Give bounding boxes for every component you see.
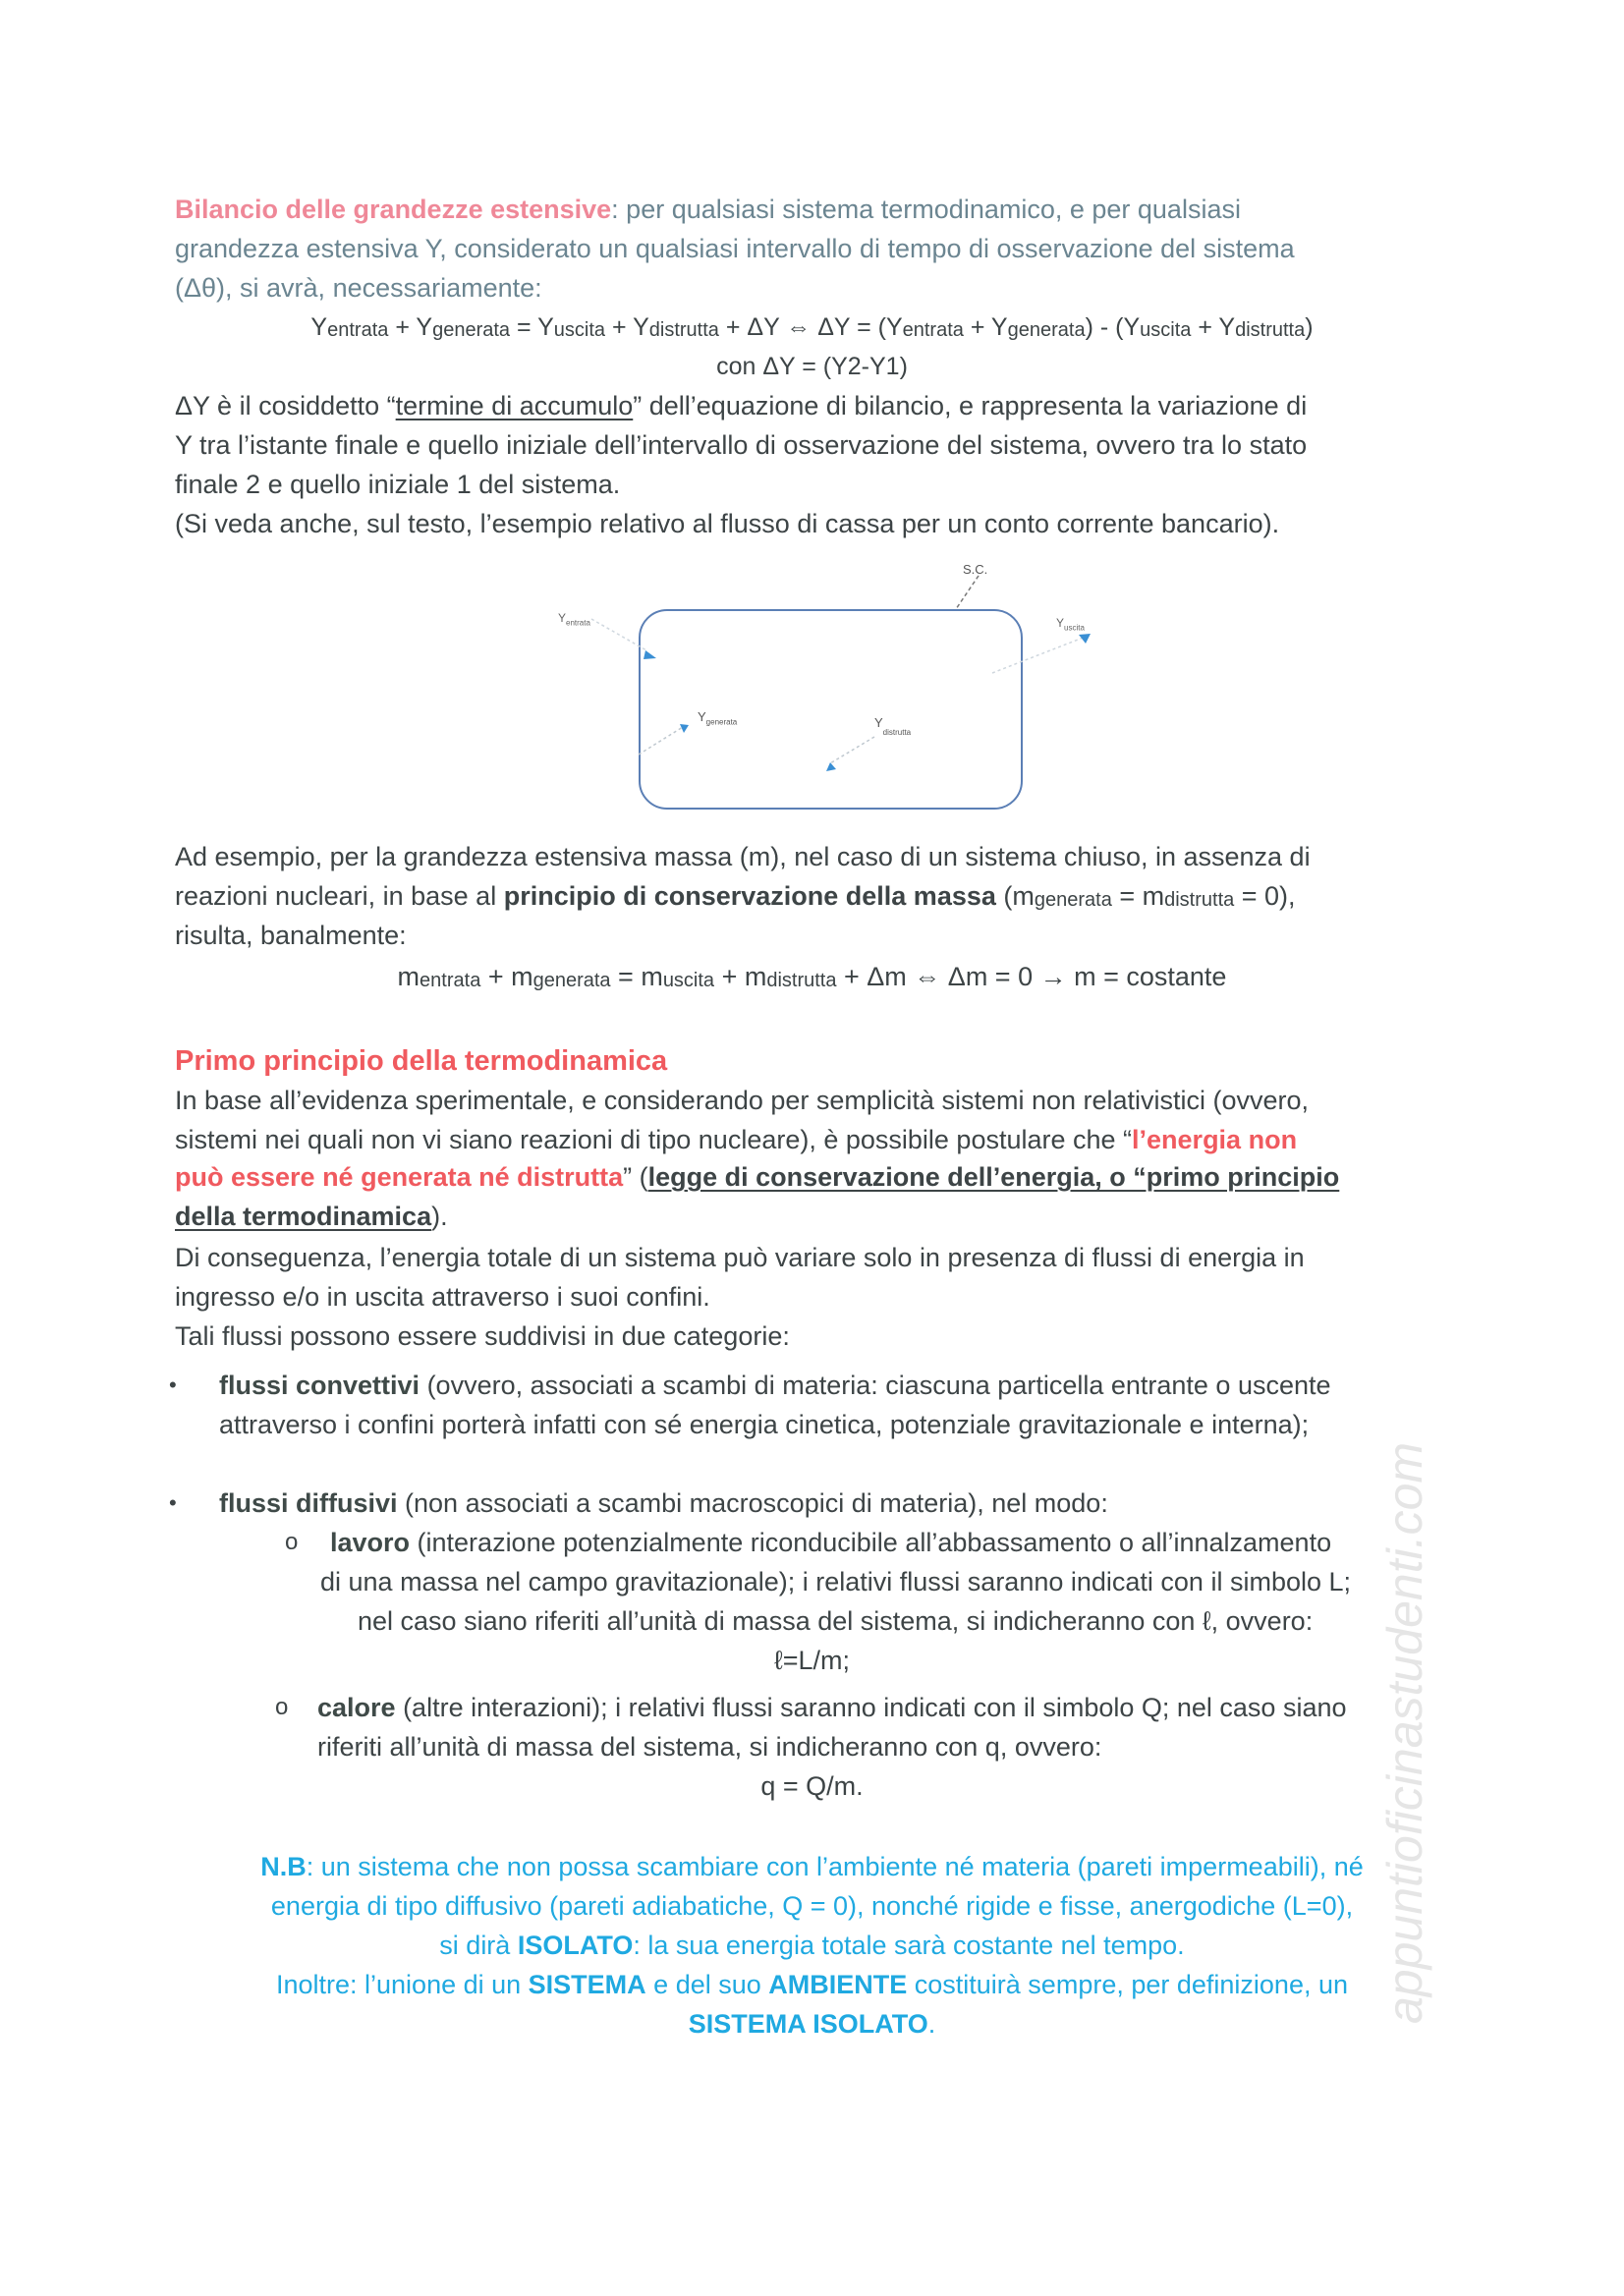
finale-line: finale 2 e quello iniziale 1 del sistema. bbox=[175, 470, 621, 499]
bullet-icon: • bbox=[169, 1490, 177, 1515]
calore-line2: riferiti all’unità di massa del sistema, si indicheranno con q, ovvero: bbox=[317, 1732, 1102, 1762]
section1-intro-line3: (Δθ), si avrà, necessariamente: bbox=[175, 273, 542, 303]
section1-intro-line2: grandezza estensiva Y, considerato un qualsiasi intervallo di tempo di osservazione del sistema bbox=[175, 234, 1295, 263]
si-veda-line: (Si veda anche, sul testo, l’esempio relativo al flusso di cassa per un conto corrente bancario). bbox=[175, 509, 1280, 538]
arrow-entrata-icon bbox=[644, 650, 656, 659]
section1-title: Bilancio delle grandezze estensive bbox=[175, 195, 612, 224]
mass-line2: reazioni nucleari, in base al principio di conservazione della massa $(m_{generata} = m_{distrutta} = 0)$, bbox=[175, 881, 1296, 911]
balance-equation: $Y_{entrata} + Y_{generata} = Y_{uscita} + Y_{distrutta} + \Delta Y$ ⇔ $\Delta Y = (Y_{entrata} + Y_{generata}) - (Y_{uscita} + Y_{distrutta})$ bbox=[310, 313, 1314, 341]
mass-line1: Ad esempio, per la grandezza estensiva massa (m), nel caso di un sistema chiuso, in assenza di bbox=[175, 842, 1311, 871]
note-line3: si dirà ISOLATO: la sua energia totale sarà costante nel tempo. bbox=[439, 1931, 1185, 1960]
sub-bullet-icon: o bbox=[285, 1529, 299, 1555]
delta-y-definition: con ΔY = (Y2-Y1) bbox=[716, 353, 908, 380]
bullet-convettivi-line1: flussi convettivi (ovvero, associati a scambi di materia: ciascuna particella entrante o uscente bbox=[219, 1371, 1331, 1400]
arrow-distrutta-icon bbox=[826, 762, 836, 771]
mass-equation: $m_{entrata} + m_{generata} = m_{uscita} + m_{distrutta} + \Delta m$ ⇔ Δm = 0 → m = costante bbox=[397, 962, 1227, 991]
bullet-convettivi-line2: attraverso i confini porterà infatti con sé energia cinetica, potenziale gravitazionale e interna); bbox=[219, 1410, 1310, 1439]
mass-conservation-principle: principio di conservazione della massa bbox=[503, 881, 996, 911]
calore-line1: calore (altre interazioni); i relativi flussi saranno indicati con il simbolo Q; nel caso siano bbox=[317, 1693, 1347, 1722]
control-volume-svg bbox=[550, 560, 1120, 825]
section1-intro-line1: Bilancio delle grandezze estensive: per qualsiasi sistema termodinamico, e per qualsiasi bbox=[175, 195, 1241, 224]
note-line2: energia di tipo diffusivo (pareti adiabatiche, Q = 0), nonché rigide e fisse, anergodiche (L=0), bbox=[270, 1891, 1354, 1921]
section2-p1-line3: può essere né generata né distrutta” (legge di conservazione dell’energia, o “primo principio bbox=[175, 1162, 1340, 1192]
section2-p2-line2: ingresso e/o in uscita attraverso i suoi confini. bbox=[175, 1282, 710, 1312]
bullet-icon: • bbox=[169, 1372, 177, 1397]
mass-line3: risulta, banalmente: bbox=[175, 921, 407, 950]
note-line4: Inoltre: l’unione di un SISTEMA e del suo AMBIENTE costituirà sempre, per definizione, un bbox=[275, 1970, 1348, 1999]
watermark: appuntioficinastudenti.com bbox=[1377, 1441, 1432, 2024]
sc-leader-line bbox=[956, 576, 979, 609]
control-volume-diagram bbox=[550, 560, 1120, 825]
energy-conservation-law: legge di conservazione dell’energia, o “primo principio bbox=[647, 1162, 1340, 1192]
accumulo-term: termine di accumulo bbox=[395, 391, 634, 420]
section2-p2-line1: Di conseguenza, l’energia totale di un sistema può variare solo in presenza di flussi di energia in bbox=[175, 1243, 1305, 1272]
label-y-generata: $Y_{generata}$ bbox=[698, 709, 738, 727]
lavoro-formula: ℓ=L/m; bbox=[773, 1646, 850, 1675]
section2-p1-line1: In base all’evidenza sperimentale, e considerando per semplicità sistemi non relativistici (ovvero, bbox=[175, 1086, 1310, 1115]
note-line5: SISTEMA ISOLATO. bbox=[688, 2009, 936, 2039]
sub-bullet-icon: o bbox=[275, 1694, 289, 1720]
calore-formula: q = Q/m. bbox=[760, 1771, 864, 1801]
section2-title: Primo principio della termodinamica bbox=[175, 1045, 668, 1077]
lavoro-line3: nel caso siano riferiti all’unità di massa del sistema, si indicheranno con ℓ, ovvero: bbox=[358, 1606, 1314, 1636]
accumulo-line: ΔY è il cosiddetto “termine di accumulo” dell’equazione di bilancio, e rappresenta la variazione di bbox=[175, 391, 1308, 420]
note-label: N.B bbox=[260, 1852, 307, 1881]
note-line1: N.B: un sistema che non possa scambiare con l’ambiente né materia (pareti impermeabili), né bbox=[260, 1852, 1364, 1881]
label-y-uscita: $Y_{uscita}$ bbox=[1056, 616, 1085, 633]
section2-p1-line2: sistemi nei quali non vi siano reazioni di tipo nucleare), è possibile postulare che “l’energia non bbox=[175, 1125, 1298, 1154]
lavoro-line1: lavoro (interazione potenzialmente riconducibile all’abbassamento o all’innalzamento bbox=[330, 1528, 1332, 1557]
section2-p3: Tali flussi possono essere suddivisi in due categorie: bbox=[175, 1321, 790, 1351]
control-surface-label: S.C. bbox=[963, 562, 988, 577]
label-y-entrata: $Y_{entrata}$ bbox=[558, 611, 590, 628]
bullet-diffusivi-line1: flussi diffusivi (non associati a scambi macroscopici di materia), nel modo: bbox=[219, 1488, 1108, 1518]
lavoro-line2: di una massa nel campo gravitazionale); i relativi flussi saranno indicati con il simbolo L; bbox=[320, 1567, 1352, 1596]
section2-p1-line4: della termodinamica). bbox=[175, 1202, 448, 1231]
y-tra-line: Y tra l’istante finale e quello iniziale dell’intervallo di osservazione del sistema, ovvero tra lo stato bbox=[175, 430, 1308, 460]
label-y-distrutta: $Y_{distrutta}$ bbox=[874, 715, 912, 737]
